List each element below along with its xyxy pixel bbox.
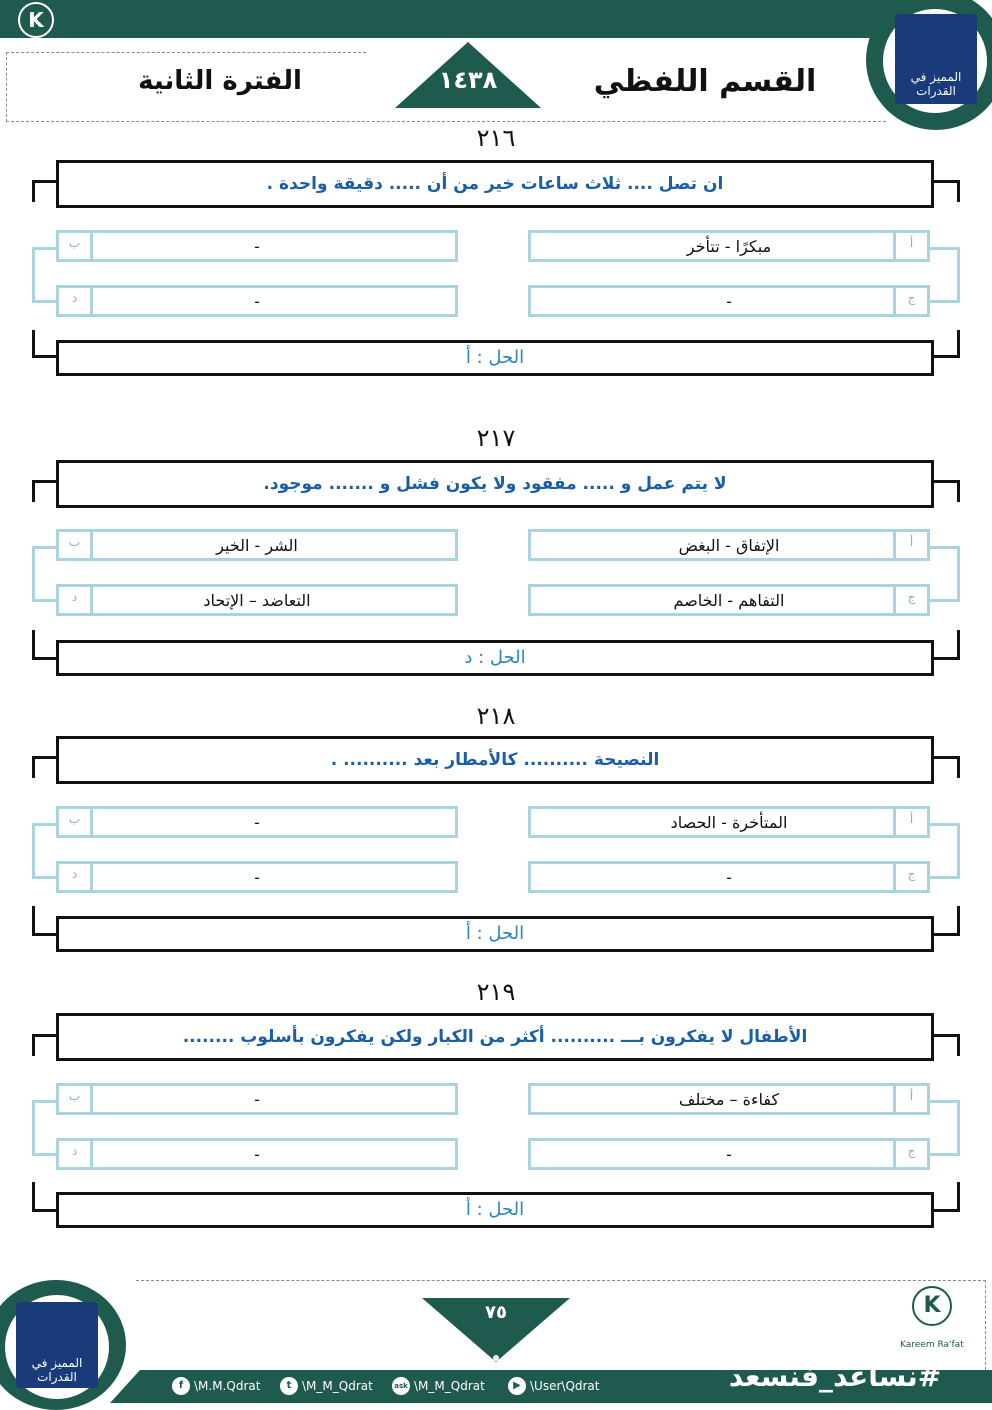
- section-title: القسم اللفظي: [593, 64, 817, 99]
- option-b[interactable]: [56, 1083, 458, 1115]
- option-a[interactable]: [528, 230, 930, 262]
- option-d[interactable]: [56, 1138, 458, 1170]
- option-text: التفاهم - الخاصم: [673, 591, 785, 610]
- option-d[interactable]: [56, 861, 458, 893]
- answer-box: الحل : د: [56, 640, 934, 676]
- option-text: -: [726, 1145, 732, 1164]
- header-dashed-line: [6, 52, 366, 53]
- option-label: د: [59, 1141, 93, 1167]
- option-text: المتأخرة - الحصاد: [670, 813, 788, 832]
- question-number: ٢١٧: [476, 424, 516, 452]
- question-text: لا يتم عمل و ..... مفقود ولا يكون فشل و ....... موجود.: [56, 460, 934, 508]
- social-twitter[interactable]: [280, 1376, 373, 1396]
- option-label: ب: [59, 532, 93, 558]
- option-d[interactable]: [56, 584, 458, 616]
- option-label: ب: [59, 809, 93, 835]
- question-text: ان تصل .... ثلاث ساعات خير من أن ..... دقيقة واحدة .: [56, 160, 934, 208]
- social-handle: \M.M.Qdrat: [194, 1379, 261, 1393]
- option-b[interactable]: [56, 529, 458, 561]
- social-handle: \M_M_Qdrat: [414, 1379, 485, 1393]
- youtube-icon: ▶: [508, 1377, 526, 1395]
- option-label: د: [59, 864, 93, 890]
- social-handle: \User\Qdrat: [530, 1379, 600, 1393]
- year-label: ١٤٣٨: [438, 66, 498, 94]
- page-number: ٧٥: [485, 1302, 507, 1323]
- option-c[interactable]: [528, 861, 930, 893]
- social-youtube[interactable]: [508, 1376, 600, 1396]
- page-header: [0, 0, 992, 125]
- book-logo-icon: المميز في القدرات: [16, 1302, 98, 1388]
- askfm-icon: ask: [392, 1377, 410, 1395]
- twitter-icon: t: [280, 1377, 298, 1395]
- option-text: -: [726, 868, 732, 887]
- option-a[interactable]: [528, 1083, 930, 1115]
- brand-caption: Kareem Ra'fat: [900, 1340, 964, 1350]
- option-c[interactable]: [528, 1138, 930, 1170]
- option-text: التعاضد – الإتحاد: [203, 591, 311, 610]
- option-label: ب: [59, 1086, 93, 1112]
- option-a[interactable]: [528, 806, 930, 838]
- option-label: أ: [893, 1086, 927, 1112]
- book-logo-icon: المميز في القدرات: [895, 14, 977, 104]
- brand-logo: K: [912, 1286, 952, 1326]
- option-label: د: [59, 587, 93, 613]
- social-askfm[interactable]: [392, 1376, 485, 1396]
- answer-box: الحل : أ: [56, 340, 934, 376]
- option-label: ج: [893, 288, 927, 314]
- option-label: أ: [893, 233, 927, 259]
- option-connector: [926, 247, 960, 303]
- option-text: -: [254, 813, 260, 832]
- option-c[interactable]: [528, 285, 930, 317]
- social-facebook[interactable]: [172, 1376, 260, 1396]
- option-b[interactable]: [56, 806, 458, 838]
- brand-logo: K: [18, 2, 54, 38]
- answer-box: الحل : أ: [56, 1192, 934, 1228]
- option-text: الشر - الخير: [216, 536, 298, 555]
- option-text: -: [254, 292, 260, 311]
- facebook-icon: f: [172, 1377, 190, 1395]
- social-handle: \M_M_Qdrat: [302, 1379, 373, 1393]
- option-label: أ: [893, 532, 927, 558]
- option-connector: [926, 546, 960, 602]
- hashtag: #نساعد_فنسعد: [728, 1360, 942, 1393]
- option-connector: [926, 823, 960, 879]
- option-d[interactable]: [56, 285, 458, 317]
- option-c[interactable]: [528, 584, 930, 616]
- option-b[interactable]: [56, 230, 458, 262]
- header-band: [0, 0, 890, 38]
- option-label: ج: [893, 1141, 927, 1167]
- period-title: الفترة الثانية: [138, 66, 302, 96]
- option-a[interactable]: [528, 529, 930, 561]
- option-label: أ: [893, 809, 927, 835]
- option-label: ج: [893, 587, 927, 613]
- option-text: -: [726, 292, 732, 311]
- option-text: -: [254, 868, 260, 887]
- option-label: د: [59, 288, 93, 314]
- question-text: النصيحة .......... كالأمطار بعد .......... .: [56, 736, 934, 784]
- question-text: الأطفال لا يفكرون بـــ .......... أكثر من الكبار ولكن يفكرون بأسلوب ........: [56, 1013, 934, 1061]
- option-text: -: [254, 1145, 260, 1164]
- option-text: -: [254, 1090, 260, 1109]
- question-number: ٢١٩: [476, 978, 516, 1006]
- option-text: -: [254, 237, 260, 256]
- option-text: كفاءة – مختلف: [678, 1090, 780, 1109]
- answer-box: الحل : أ: [56, 916, 934, 952]
- brand-caption: Kareem Ra'fat: [6, 38, 70, 48]
- option-text: الإتفاق - البغض: [678, 536, 780, 555]
- question-number: ٢١٦: [476, 124, 516, 152]
- question-number: ٢١٨: [476, 702, 516, 730]
- option-text: مبكرًا - تتأخر: [686, 237, 772, 256]
- option-label: ج: [893, 864, 927, 890]
- option-label: ب: [59, 233, 93, 259]
- option-connector: [926, 1100, 960, 1156]
